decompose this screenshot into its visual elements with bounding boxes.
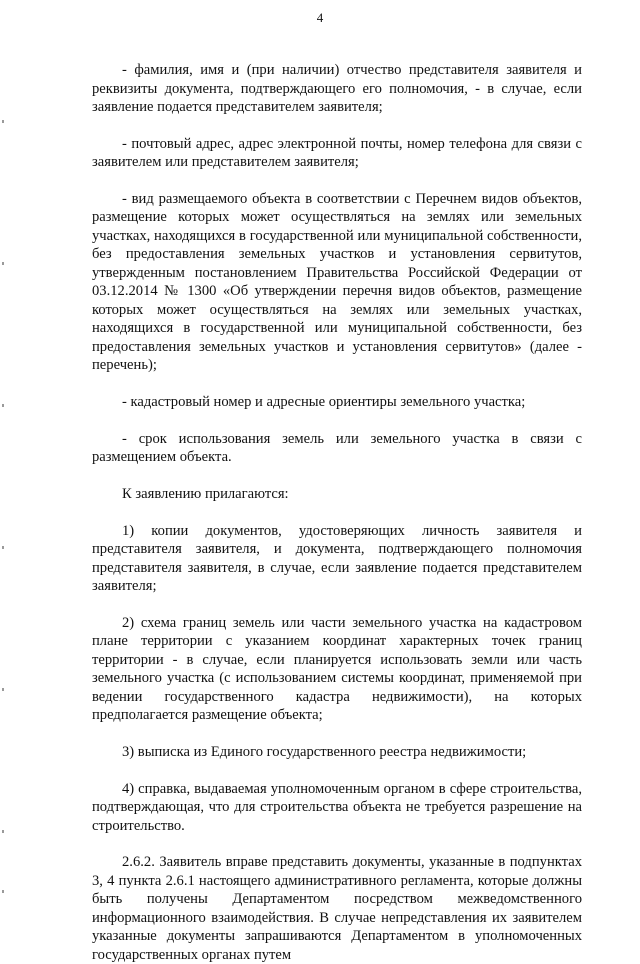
paragraph-item-4: 4) справка, выдаваемая уполномоченным органом в сфере строительства, подтверждающая, что для строительства объекта не требуется разрешение на строительство. bbox=[92, 780, 582, 834]
paragraph-usage-term: - срок использования земель или земельного участка в связи с размещением объекта. bbox=[92, 430, 582, 466]
paragraph-attachments-heading: К заявлению прилагаются: bbox=[122, 485, 289, 502]
document-body bbox=[92, 61, 582, 964]
paragraph-item-1: 1) копии документов, удостоверяющих личность заявителя и представителя заявителя, и документа, подтверждающего полномочия представителя заявителя, в случае, если заявление подается представителем заявителя; bbox=[92, 522, 582, 595]
paragraph-cadastral-number: - кадастровый номер и адресные ориентиры земельного участка; bbox=[122, 394, 526, 411]
paragraph-representative-name: - фамилия, имя и (при наличии) отчество представителя заявителя и реквизиты документа, подтверждающего его полномочия, - в случае, если заявление подается представителем заявителя; bbox=[92, 62, 582, 115]
page-number: 4 bbox=[316, 10, 324, 25]
paragraph-item-2: 2) схема границ земель или части земельного участка на кадастровом плане территории с указанием координат характерных точек границ территории - в случае, если планируется использовать земли или часть земельного участка (с использованием системы координат, применяемой при ведении государственного кадастра недвижимости), на которых предполагается размещение объекта; bbox=[92, 614, 582, 724]
paragraph-2-6-2: 2.6.2. Заявитель вправе представить документы, указанные в подпунктах 3, 4 пункта 2.6.1 настоящего административного регламента, которые должны быть получены Департаментом посредством межведомственного информационного взаимодействия. В случае непредставления их заявителем указанные документы запрашиваются Департаментом в уполномоченных государственных органах путем bbox=[92, 854, 582, 963]
paragraph-item-3: 3) выписка из Единого государственного реестра недвижимости; bbox=[122, 744, 527, 760]
paragraph-contact-info: - почтовый адрес, адрес электронной почты, номер телефона для связи с заявителем или представителем заявителя; bbox=[92, 135, 582, 171]
binding-margin-marks bbox=[2, 0, 6, 905]
paragraph-object-type: - вид размещаемого объекта в соответствии с Перечнем видов объектов, размещение которых может осуществляться на землях или земельных участках, находящихся в государственной или муниципальной собственности, без предоставления земельных участков и установления сервитутов, утвержденным постановлением Правительства Российской Федерации от 03.12.2014 № 1300 «Об утверждении перечня видов объектов, размещение которых может осуществляться на землях или земельных участках, находящихся в государственной или муниципальной собственности, без предоставления земельных участков и установления сервитутов» (далее - перечень); bbox=[92, 190, 582, 374]
